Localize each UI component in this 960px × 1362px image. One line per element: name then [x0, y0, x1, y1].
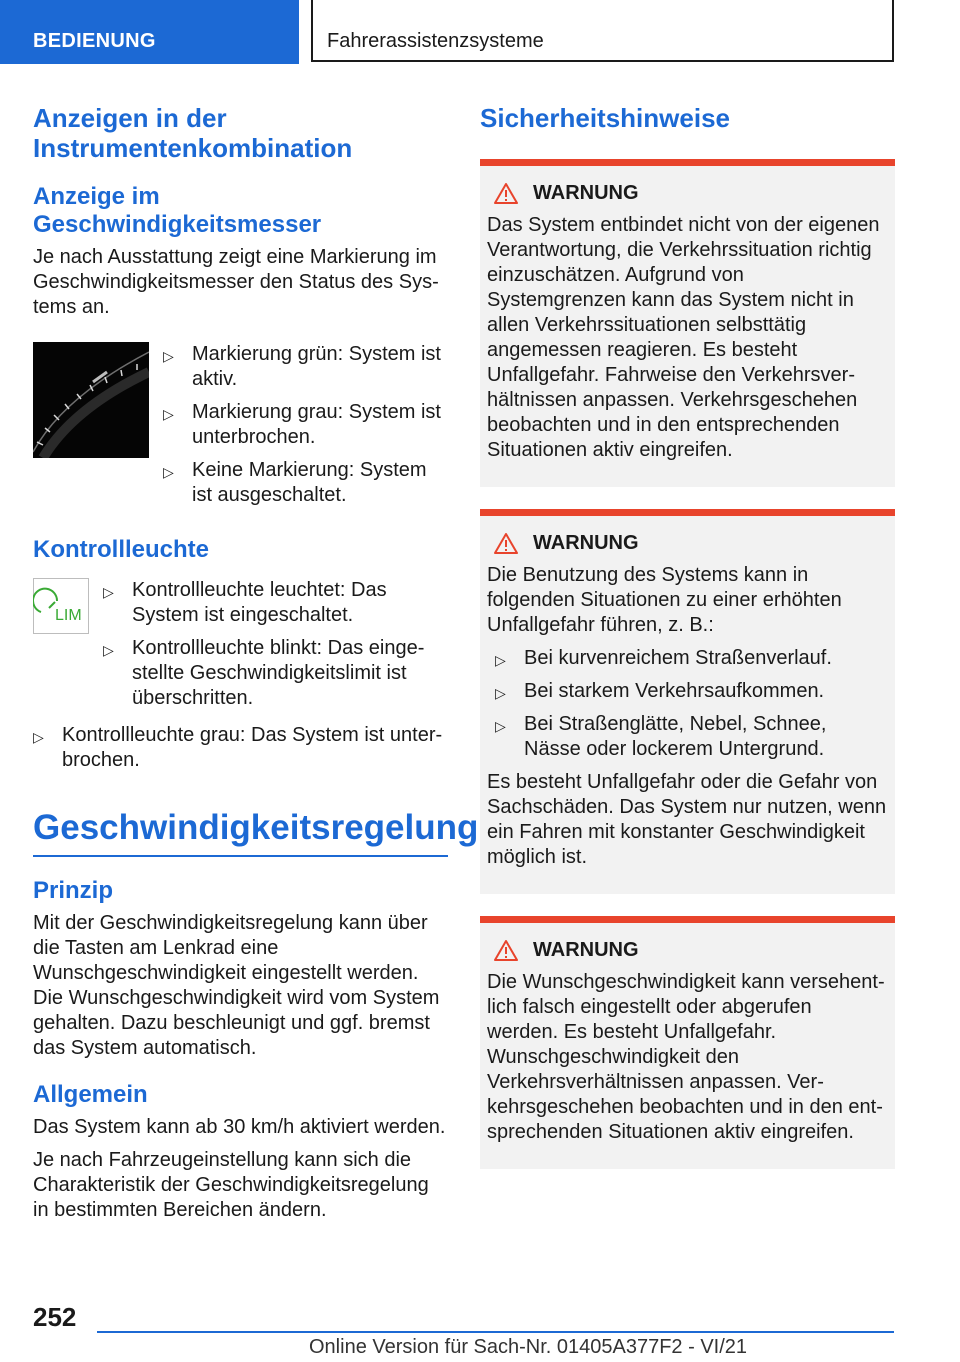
list-item: ▷ Bei kurvenreichem Straßenverlauf.	[495, 646, 888, 671]
paragraph-prinzip: Mit der Geschwindigkeitsregelung kann über die Tasten am Lenkrad eine Wunschgeschwindigkeit eingestellt werden. Die Wunschgeschwindigkeit wird vom System gehalten. Dazu beschleunigt und ggf. bremst das System automatisch.	[33, 912, 440, 1059]
heading-sicherheit: Sicherheitshinweise	[480, 103, 730, 133]
section-label: BEDIENUNG	[33, 30, 156, 52]
list-item: ▷ Kontrollleuchte blinkt: Das eingestellte Geschwindigkeitslimit ist überschritten.	[103, 637, 425, 709]
markierung-list	[163, 342, 448, 516]
list-item: ▷ Markierung grün: System ist aktiv.	[163, 343, 441, 390]
heading-regelung: Geschwindigkeitsregelung	[33, 808, 479, 847]
warning-text: Die Wunschgeschwindigkeit kann versehentlich falsch eingestellt oder abgerufen werden. Es besteht Unfallgefahr. Wunschgeschwindigkeit den Verkehrsverhältnissen anpassen. Verkehrsgeschehen beobachten und in den entsprechenden Situationen aktiv eingreifen.	[487, 971, 885, 1143]
warning-triangle-icon	[493, 182, 519, 205]
speedometer-image	[33, 342, 149, 463]
warning-triangle-icon	[493, 532, 519, 555]
paragraph-anzeige: Je nach Ausstattung zeigt eine Markierung im Geschwindigkeitsmesser den Status des Systems an.	[33, 246, 439, 318]
warning-title: WARNUNG	[487, 532, 888, 555]
speedometer-row	[33, 342, 448, 516]
warning-title: WARNUNG	[487, 182, 888, 205]
warning-title: WARNUNG	[487, 939, 888, 962]
footer-rule	[97, 1331, 894, 1333]
list-item: ▷ Bei Straßenglätte, Nebel, Schnee, Nässe oder lockerem Untergrund.	[495, 713, 827, 760]
kontroll-extra-list	[33, 723, 448, 773]
chapter-tab	[311, 0, 894, 62]
kontroll-list	[103, 578, 448, 719]
chapter-label: Fahrerassistenzsysteme	[327, 30, 544, 52]
warning-box-1	[480, 159, 895, 487]
warning-outro: Es besteht Unfallgefahr oder die Gefahr von Sachschäden. Das System nur nutzen, wenn ein Fahren mit konstanter Geschwindigkeit möglich ist.	[487, 771, 887, 868]
heading-kontrollleuchte: Kontrollleuchte	[33, 536, 210, 563]
triangle-bullet-icon: ▷	[163, 348, 174, 364]
warning-list	[495, 646, 888, 762]
right-column	[480, 103, 895, 1181]
lim-label: LIM	[55, 607, 82, 624]
triangle-bullet-icon: ▷	[163, 406, 174, 422]
heading-anzeigen: Anzeigen in der Instrumentenkombination	[33, 103, 353, 163]
paragraph-allgemein-1: Das System kann ab 30 km/h aktiviert werden.	[33, 1116, 446, 1138]
triangle-bullet-icon: ▷	[495, 685, 506, 701]
triangle-bullet-icon: ▷	[163, 464, 174, 480]
left-column	[33, 103, 479, 1223]
warning-box-2	[480, 509, 895, 894]
list-item: ▷ Kontrollleuchte grau: Das System ist unterbrochen.	[33, 724, 443, 771]
section-tab	[0, 0, 299, 64]
list-item: ▷ Kontrollleuchte leuchtet: Das System ist eingeschaltet.	[103, 579, 387, 626]
lim-indicator-icon	[33, 578, 89, 639]
list-item: ▷ Bei starkem Verkehrsaufkommen.	[495, 679, 888, 704]
warning-triangle-icon	[493, 939, 519, 962]
triangle-bullet-icon: ▷	[495, 718, 506, 734]
warning-text: Das System entbindet nicht von der eigenen Verantwortung, die Verkehrssituation richtig einzuschätzen. Aufgrund von Systemgrenzen kann das System nicht in allen Verkehrssituationen selbsttätig angemessen reagieren. Es besteht Unfallgefahr. Fahrweise den Verkehrsverhältnissen anpassen. Verkehrsgeschehen beobachten und in den entsprechenden Situationen aktiv eingreifen.	[487, 214, 880, 461]
heading-allgemein: Allgemein	[33, 1081, 148, 1108]
triangle-bullet-icon: ▷	[103, 642, 114, 658]
page-number: 252	[33, 1302, 77, 1332]
heading-anzeige-im: Anzeige im Geschwindigkeitsmesser	[33, 183, 322, 238]
list-item: ▷ Markierung grau: System ist unterbrochen.	[163, 401, 441, 448]
triangle-bullet-icon: ▷	[103, 584, 114, 600]
list-item: ▷ Keine Markierung: System ist ausgeschaltet.	[163, 459, 427, 506]
heading-prinzip: Prinzip	[33, 877, 114, 904]
paragraph-allgemein-2: Je nach Fahrzeugeinstellung kann sich die Charakteristik der Geschwindigkeitsregelung in bestimmten Bereichen ändern.	[33, 1149, 429, 1221]
section-rule	[33, 807, 479, 857]
triangle-bullet-icon: ▷	[33, 729, 44, 745]
kontroll-row	[33, 578, 448, 719]
warning-box-3	[480, 916, 895, 1169]
warning-intro: Die Benutzung des Systems kann in folgenden Situationen zu einer erhöhten Unfallgefahr führen, z. B.:	[487, 564, 842, 636]
triangle-bullet-icon: ▷	[495, 652, 506, 668]
footer-online-version: Online Version für Sach-Nr. 01405A377F2 - VI/21	[309, 1336, 748, 1358]
